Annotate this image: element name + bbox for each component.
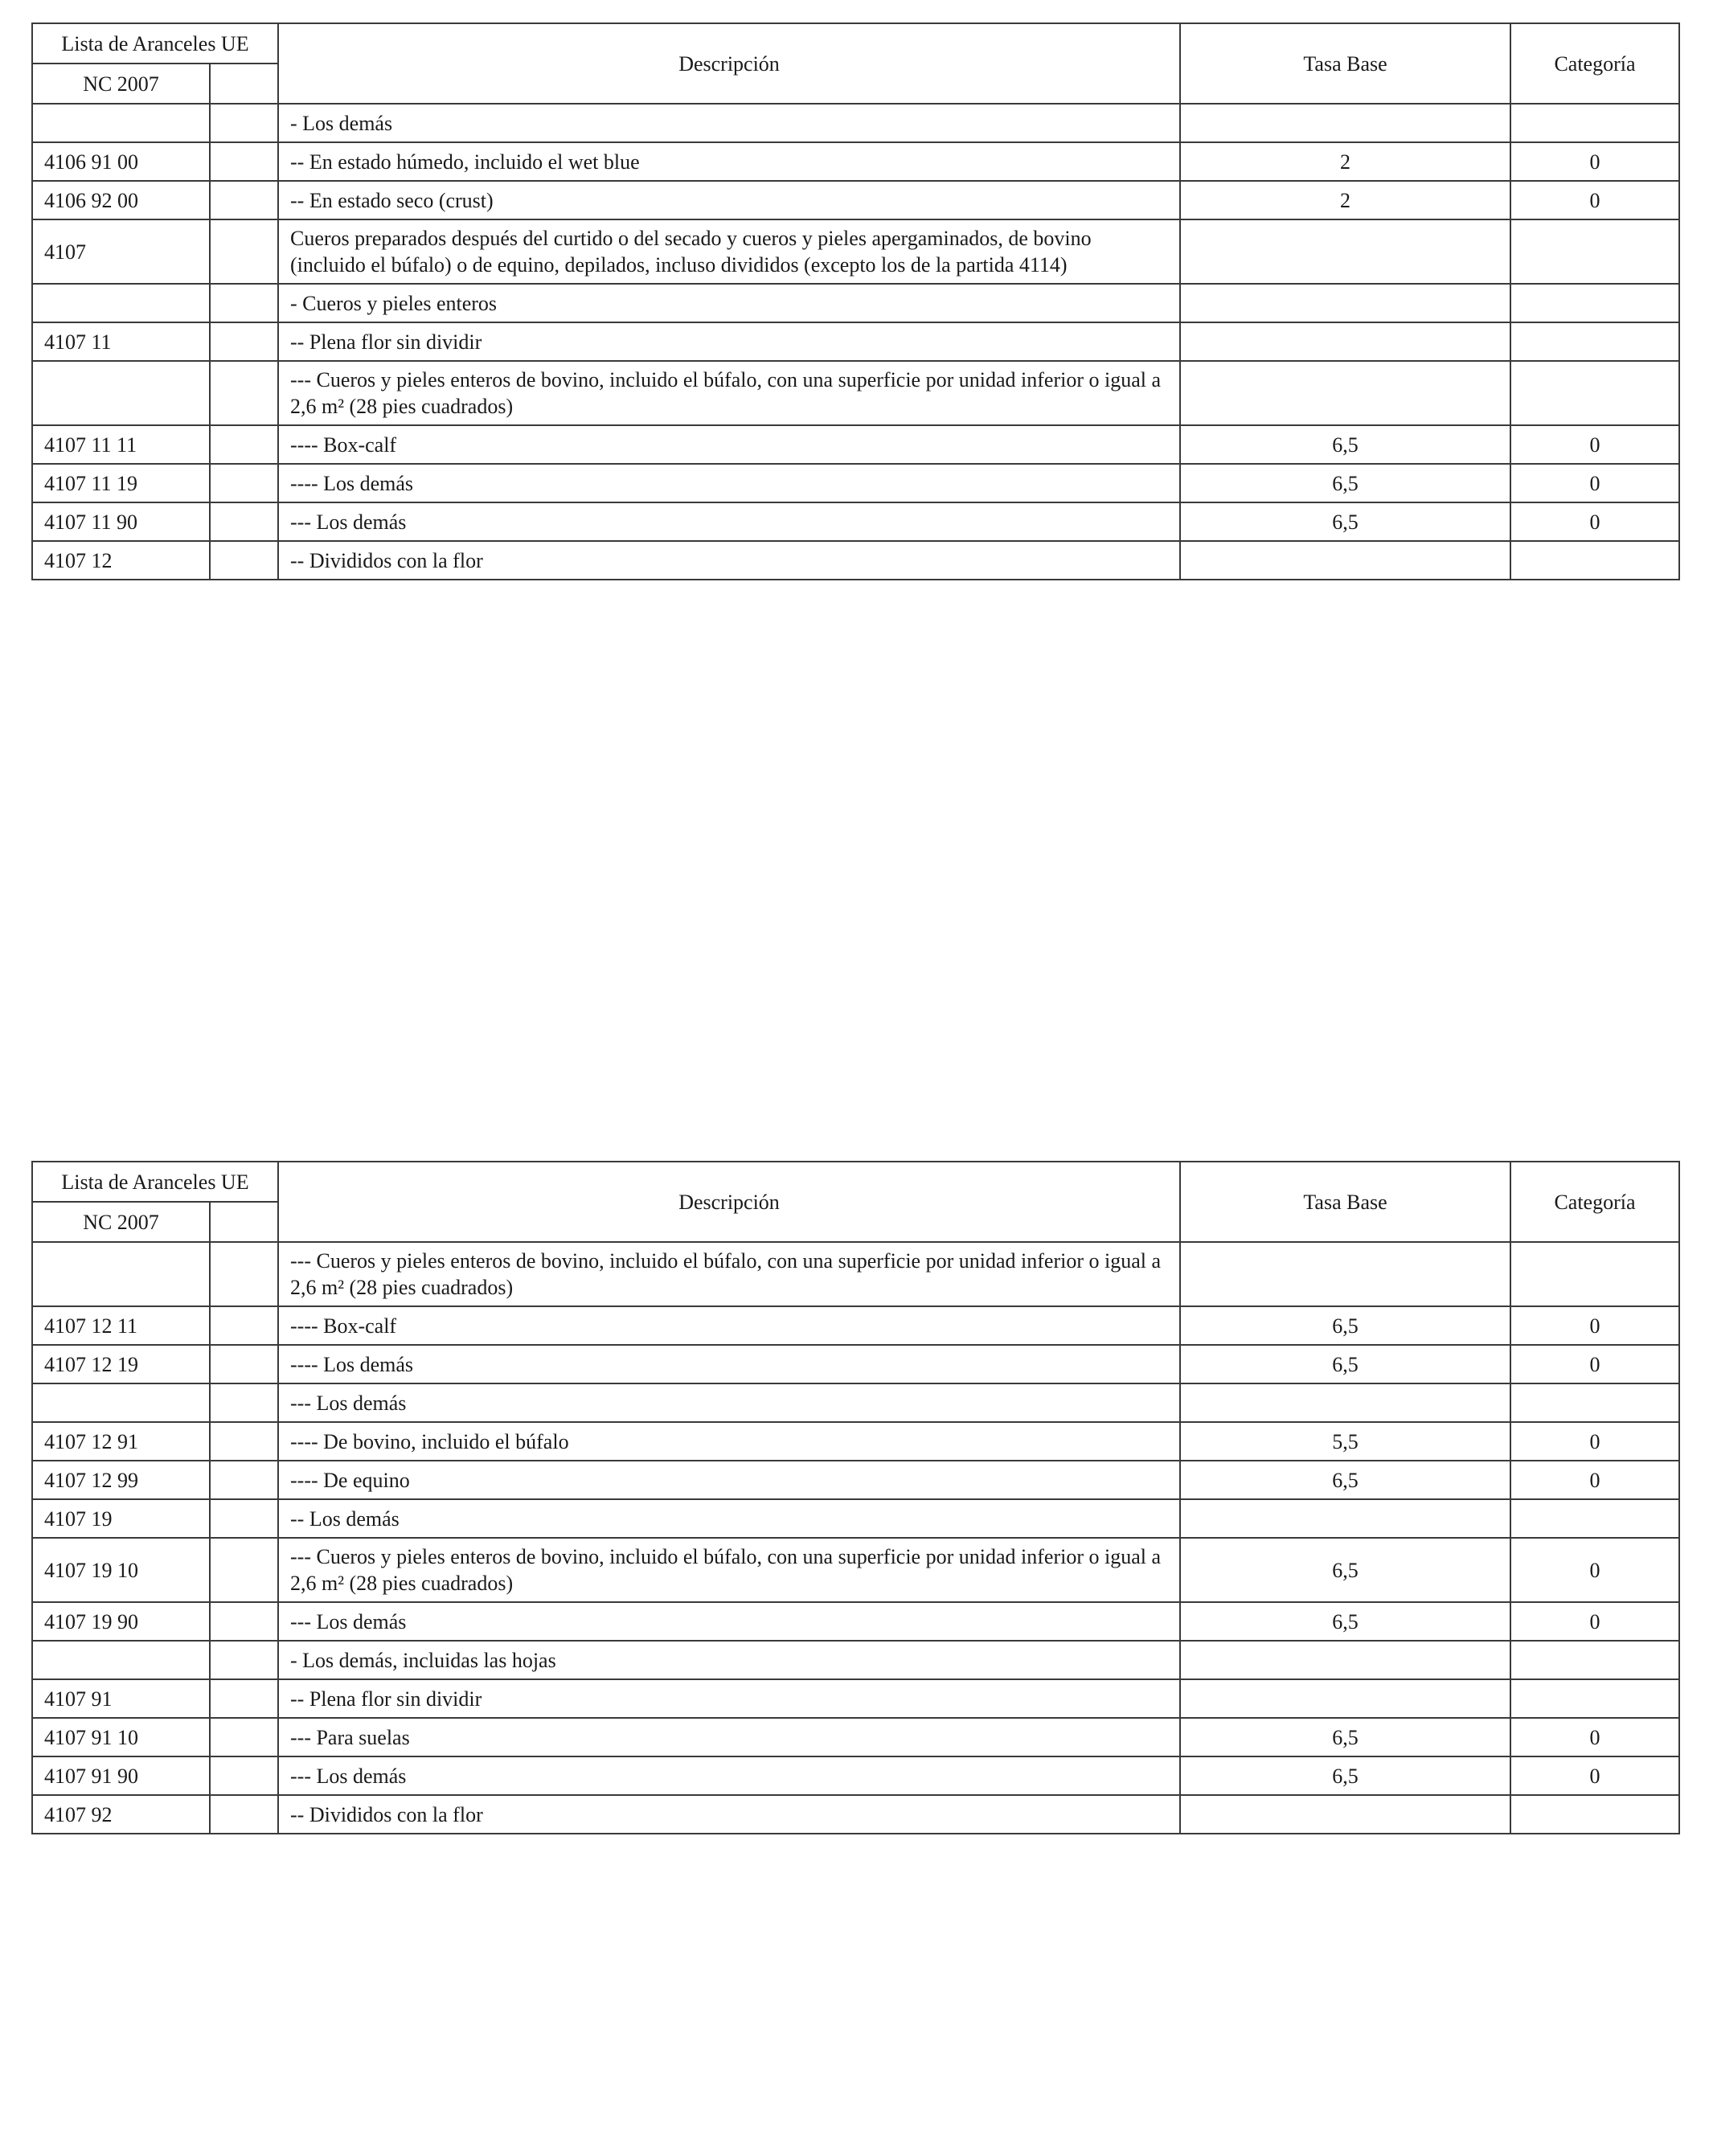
category-cell: 0 bbox=[1510, 502, 1679, 541]
rate-cell: 6,5 bbox=[1180, 502, 1510, 541]
category-cell bbox=[1510, 541, 1679, 580]
category-cell bbox=[1510, 1383, 1679, 1422]
rate-cell: 6,5 bbox=[1180, 1718, 1510, 1756]
rate-cell bbox=[1180, 541, 1510, 580]
table-row bbox=[32, 541, 1679, 580]
category-cell bbox=[1510, 104, 1679, 142]
code-cell: 4107 bbox=[32, 219, 210, 284]
description-cell: -- Divididos con la flor bbox=[278, 541, 1180, 580]
table-row bbox=[32, 1679, 1679, 1718]
code-cell: 4107 19 bbox=[32, 1499, 210, 1538]
sub-cell bbox=[210, 1602, 278, 1641]
description-cell: ---- Los demás bbox=[278, 464, 1180, 502]
code-cell: 4107 11 19 bbox=[32, 464, 210, 502]
sub-cell bbox=[210, 1345, 278, 1383]
code-cell: 4107 11 90 bbox=[32, 502, 210, 541]
code-cell: 4107 19 10 bbox=[32, 1538, 210, 1602]
sub-cell bbox=[210, 142, 278, 181]
table-row bbox=[32, 104, 1679, 142]
code-cell bbox=[32, 1242, 210, 1306]
sub-cell bbox=[210, 1538, 278, 1602]
header-rate: Tasa Base bbox=[1180, 23, 1510, 104]
rate-cell bbox=[1180, 1383, 1510, 1422]
table-row bbox=[32, 1602, 1679, 1641]
code-cell: 4107 91 90 bbox=[32, 1756, 210, 1795]
code-cell: 4106 92 00 bbox=[32, 181, 210, 219]
description-cell: - Los demás bbox=[278, 104, 1180, 142]
sub-cell bbox=[210, 1306, 278, 1345]
code-cell: 4107 11 bbox=[32, 322, 210, 361]
rate-cell: 2 bbox=[1180, 142, 1510, 181]
table-row bbox=[32, 181, 1679, 219]
rate-cell: 6,5 bbox=[1180, 1306, 1510, 1345]
table-row bbox=[32, 1641, 1679, 1679]
sub-cell bbox=[210, 1461, 278, 1499]
code-cell: 4107 12 91 bbox=[32, 1422, 210, 1461]
rate-cell: 6,5 bbox=[1180, 1538, 1510, 1602]
code-cell bbox=[32, 361, 210, 425]
description-cell: -- Plena flor sin dividir bbox=[278, 1679, 1180, 1718]
table-row bbox=[32, 502, 1679, 541]
table-row bbox=[32, 1538, 1679, 1602]
header-rate: Tasa Base bbox=[1180, 1162, 1510, 1242]
sub-cell bbox=[210, 181, 278, 219]
sub-cell bbox=[210, 219, 278, 284]
tariff-table-1 bbox=[31, 23, 1680, 580]
category-cell: 0 bbox=[1510, 1306, 1679, 1345]
category-cell: 0 bbox=[1510, 1538, 1679, 1602]
sub-cell bbox=[210, 502, 278, 541]
code-cell bbox=[32, 284, 210, 322]
table-row bbox=[32, 425, 1679, 464]
sub-cell bbox=[210, 322, 278, 361]
table-row bbox=[32, 284, 1679, 322]
description-cell: - Los demás, incluidas las hojas bbox=[278, 1641, 1180, 1679]
header-description: Descripción bbox=[278, 1162, 1180, 1242]
sub-cell bbox=[210, 1422, 278, 1461]
table-row bbox=[32, 1756, 1679, 1795]
rate-cell bbox=[1180, 284, 1510, 322]
sub-cell bbox=[210, 1383, 278, 1422]
sub-cell bbox=[210, 1756, 278, 1795]
code-cell: 4107 11 11 bbox=[32, 425, 210, 464]
table-row bbox=[32, 1499, 1679, 1538]
sub-cell bbox=[210, 1499, 278, 1538]
sub-cell bbox=[210, 104, 278, 142]
description-cell: -- Plena flor sin dividir bbox=[278, 322, 1180, 361]
category-cell: 0 bbox=[1510, 425, 1679, 464]
header-list: Lista de Aranceles UE bbox=[32, 1162, 278, 1202]
rate-cell: 2 bbox=[1180, 181, 1510, 219]
table-row bbox=[32, 1242, 1679, 1306]
category-cell bbox=[1510, 1242, 1679, 1306]
category-cell bbox=[1510, 1499, 1679, 1538]
table-row bbox=[32, 1306, 1679, 1345]
sub-cell bbox=[210, 284, 278, 322]
category-cell bbox=[1510, 219, 1679, 284]
code-cell: 4107 91 bbox=[32, 1679, 210, 1718]
description-cell: ---- Los demás bbox=[278, 1345, 1180, 1383]
sub-cell bbox=[210, 361, 278, 425]
description-cell: --- Los demás bbox=[278, 1383, 1180, 1422]
code-cell: 4107 12 bbox=[32, 541, 210, 580]
table-row bbox=[32, 1461, 1679, 1499]
rate-cell: 5,5 bbox=[1180, 1422, 1510, 1461]
rate-cell: 6,5 bbox=[1180, 425, 1510, 464]
description-cell: Cueros preparados después del curtido o del secado y cueros y pieles apergaminados, de bovino (incluido el búfalo) o de equino, depilados, incluso divididos (excepto los de la partida 4114) bbox=[278, 219, 1180, 284]
rate-cell bbox=[1180, 361, 1510, 425]
code-cell bbox=[32, 1383, 210, 1422]
table-row bbox=[32, 1718, 1679, 1756]
code-cell bbox=[32, 1641, 210, 1679]
category-cell: 0 bbox=[1510, 1422, 1679, 1461]
description-cell: --- Los demás bbox=[278, 1756, 1180, 1795]
sub-cell bbox=[210, 1718, 278, 1756]
rate-cell bbox=[1180, 219, 1510, 284]
description-cell: -- Divididos con la flor bbox=[278, 1795, 1180, 1834]
tariff-table-2 bbox=[31, 1161, 1680, 1834]
description-cell: ---- De bovino, incluido el búfalo bbox=[278, 1422, 1180, 1461]
header-description: Descripción bbox=[278, 23, 1180, 104]
rate-cell bbox=[1180, 1641, 1510, 1679]
table-row bbox=[32, 1383, 1679, 1422]
rate-cell bbox=[1180, 1679, 1510, 1718]
table-row bbox=[32, 361, 1679, 425]
description-cell: --- Cueros y pieles enteros de bovino, incluido el búfalo, con una superficie por unidad inferior o igual a 2,6 m² (28 pies cuadrados) bbox=[278, 1538, 1180, 1602]
header-category: Categoría bbox=[1510, 23, 1679, 104]
header-blank bbox=[210, 64, 278, 104]
rate-cell bbox=[1180, 1242, 1510, 1306]
description-cell: --- Para suelas bbox=[278, 1718, 1180, 1756]
description-cell: -- Los demás bbox=[278, 1499, 1180, 1538]
table-row bbox=[32, 322, 1679, 361]
header-list: Lista de Aranceles UE bbox=[32, 23, 278, 64]
rate-cell bbox=[1180, 1795, 1510, 1834]
category-cell: 0 bbox=[1510, 1602, 1679, 1641]
category-cell: 0 bbox=[1510, 142, 1679, 181]
sub-cell bbox=[210, 464, 278, 502]
header-nc: NC 2007 bbox=[32, 1202, 210, 1242]
rate-cell: 6,5 bbox=[1180, 1602, 1510, 1641]
description-cell: ---- De equino bbox=[278, 1461, 1180, 1499]
description-cell: --- Cueros y pieles enteros de bovino, incluido el búfalo, con una superficie por unidad inferior o igual a 2,6 m² (28 pies cuadrados) bbox=[278, 361, 1180, 425]
code-cell: 4107 92 bbox=[32, 1795, 210, 1834]
rate-cell bbox=[1180, 104, 1510, 142]
table-row bbox=[32, 1795, 1679, 1834]
code-cell: 4107 12 11 bbox=[32, 1306, 210, 1345]
description-cell: ---- Box-calf bbox=[278, 425, 1180, 464]
description-cell: --- Cueros y pieles enteros de bovino, incluido el búfalo, con una superficie por unidad inferior o igual a 2,6 m² (28 pies cuadrados) bbox=[278, 1242, 1180, 1306]
category-cell: 0 bbox=[1510, 181, 1679, 219]
sub-cell bbox=[210, 1242, 278, 1306]
code-cell: 4107 91 10 bbox=[32, 1718, 210, 1756]
description-cell: --- Los demás bbox=[278, 502, 1180, 541]
table-row bbox=[32, 142, 1679, 181]
table-row bbox=[32, 219, 1679, 284]
category-cell bbox=[1510, 1641, 1679, 1679]
category-cell bbox=[1510, 361, 1679, 425]
category-cell bbox=[1510, 1795, 1679, 1834]
category-cell: 0 bbox=[1510, 1718, 1679, 1756]
rate-cell: 6,5 bbox=[1180, 1756, 1510, 1795]
rate-cell bbox=[1180, 1499, 1510, 1538]
table-row bbox=[32, 1422, 1679, 1461]
header-blank bbox=[210, 1202, 278, 1242]
rate-cell: 6,5 bbox=[1180, 1345, 1510, 1383]
table-row bbox=[32, 1345, 1679, 1383]
sub-cell bbox=[210, 1679, 278, 1718]
category-cell bbox=[1510, 284, 1679, 322]
sub-cell bbox=[210, 425, 278, 464]
rate-cell: 6,5 bbox=[1180, 1461, 1510, 1499]
description-cell: --- Los demás bbox=[278, 1602, 1180, 1641]
category-cell: 0 bbox=[1510, 1756, 1679, 1795]
header-nc: NC 2007 bbox=[32, 64, 210, 104]
sub-cell bbox=[210, 541, 278, 580]
code-cell: 4107 12 99 bbox=[32, 1461, 210, 1499]
rate-cell: 6,5 bbox=[1180, 464, 1510, 502]
code-cell: 4107 12 19 bbox=[32, 1345, 210, 1383]
sub-cell bbox=[210, 1795, 278, 1834]
category-cell: 0 bbox=[1510, 464, 1679, 502]
code-cell: 4107 19 90 bbox=[32, 1602, 210, 1641]
description-cell: - Cueros y pieles enteros bbox=[278, 284, 1180, 322]
header-category: Categoría bbox=[1510, 1162, 1679, 1242]
code-cell: 4106 91 00 bbox=[32, 142, 210, 181]
category-cell: 0 bbox=[1510, 1345, 1679, 1383]
sub-cell bbox=[210, 1641, 278, 1679]
rate-cell bbox=[1180, 322, 1510, 361]
description-cell: -- En estado húmedo, incluido el wet blue bbox=[278, 142, 1180, 181]
category-cell bbox=[1510, 1679, 1679, 1718]
description-cell: -- En estado seco (crust) bbox=[278, 181, 1180, 219]
code-cell bbox=[32, 104, 210, 142]
description-cell: ---- Box-calf bbox=[278, 1306, 1180, 1345]
category-cell: 0 bbox=[1510, 1461, 1679, 1499]
table-row bbox=[32, 464, 1679, 502]
category-cell bbox=[1510, 322, 1679, 361]
